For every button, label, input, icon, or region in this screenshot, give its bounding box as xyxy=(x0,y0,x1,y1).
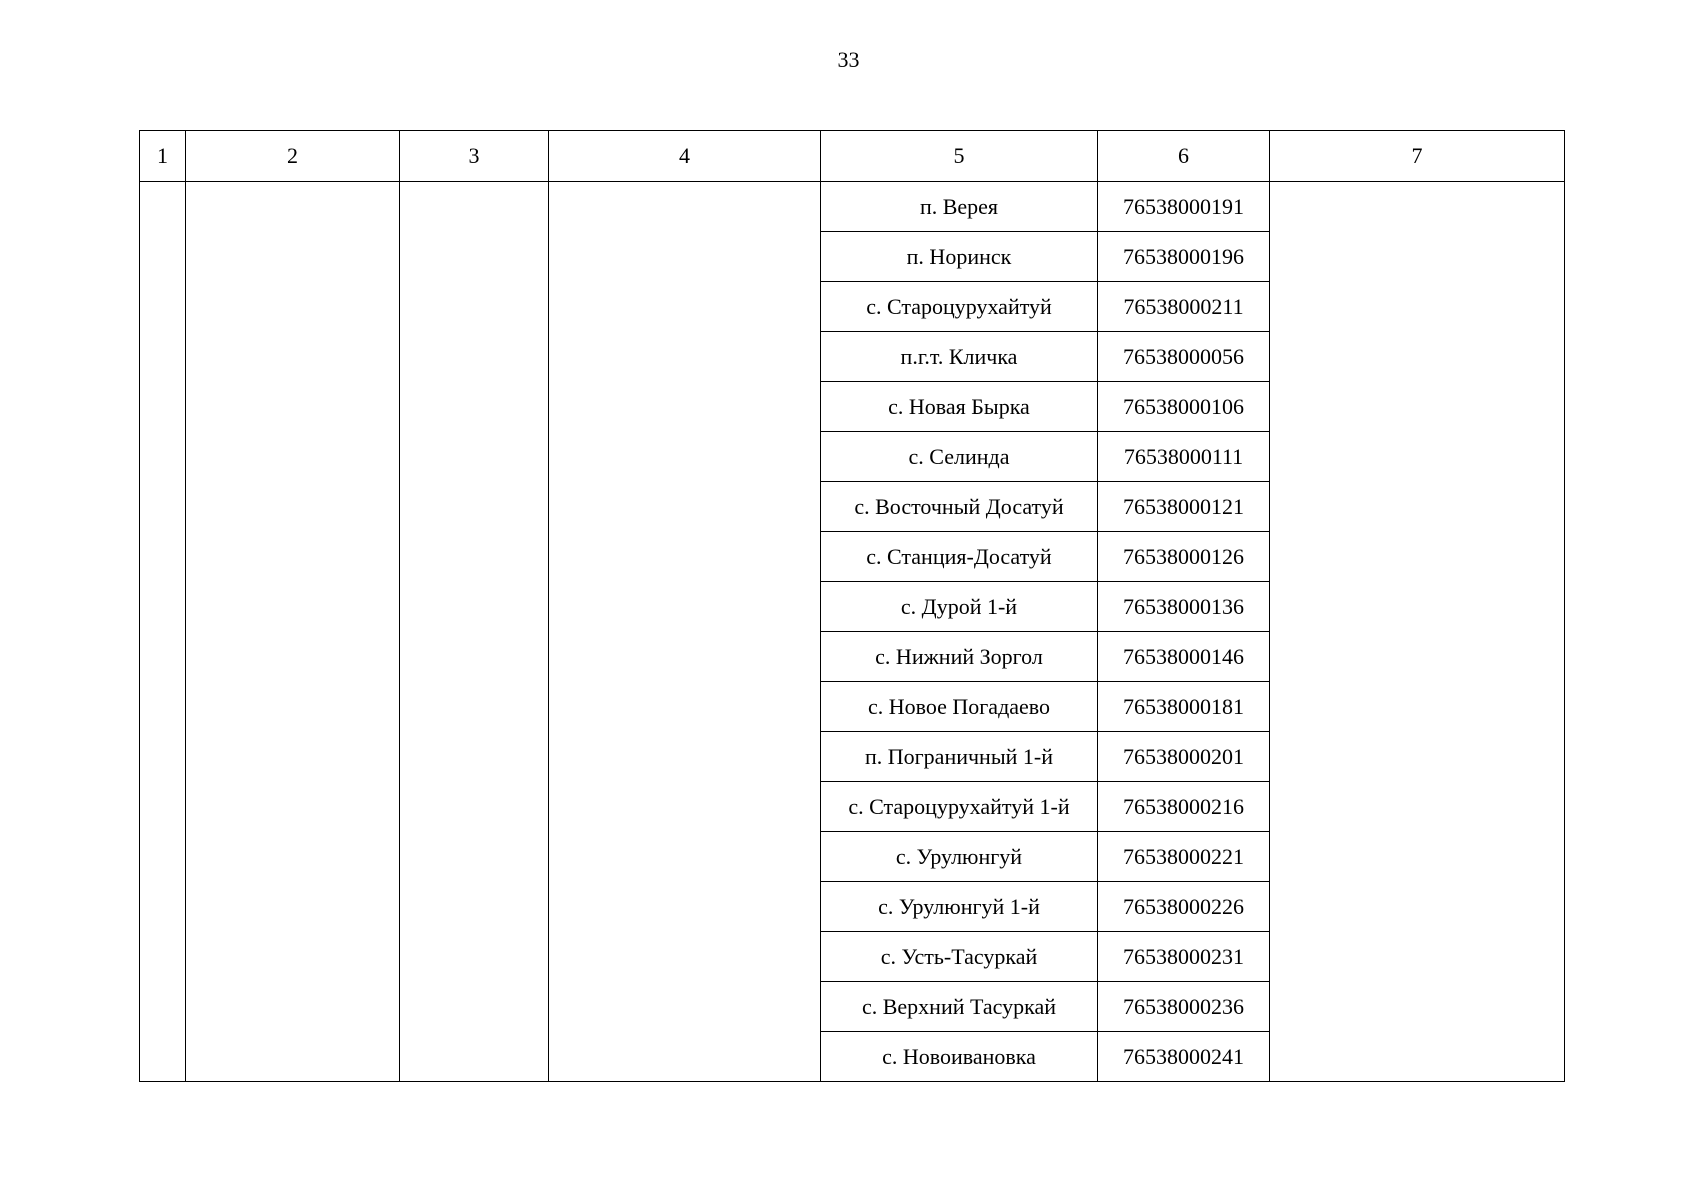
locality-cell: с. Староцурухайтуй xyxy=(821,282,1098,332)
locality-cell: п.г.т. Кличка xyxy=(821,332,1098,382)
col-7-cell xyxy=(1270,182,1565,1082)
locality-cell: с. Дурой 1-й xyxy=(821,582,1098,632)
code-cell: 76538000196 xyxy=(1098,232,1270,282)
locality-cell: с. Восточный Досатуй xyxy=(821,482,1098,532)
code-cell: 76538000231 xyxy=(1098,932,1270,982)
locality-cell: п. Пограничный 1-й xyxy=(821,732,1098,782)
code-cell: 76538000201 xyxy=(1098,732,1270,782)
column-header-1: 1 xyxy=(140,131,186,182)
col-1-cell xyxy=(140,182,186,1082)
code-cell: 76538000126 xyxy=(1098,532,1270,582)
code-cell: 76538000241 xyxy=(1098,1032,1270,1082)
code-cell: 76538000136 xyxy=(1098,582,1270,632)
code-cell: 76538000111 xyxy=(1098,432,1270,482)
locality-cell: п. Верея xyxy=(821,182,1098,232)
locality-cell: с. Новое Погадаево xyxy=(821,682,1098,732)
column-header-5: 5 xyxy=(821,131,1098,182)
locality-cell: с. Нижний Зоргол xyxy=(821,632,1098,682)
code-cell: 76538000226 xyxy=(1098,882,1270,932)
code-cell: 76538000056 xyxy=(1098,332,1270,382)
locality-cell: п. Норинск xyxy=(821,232,1098,282)
locality-cell: с. Староцурухайтуй 1-й xyxy=(821,782,1098,832)
locality-cell: с. Верхний Тасуркай xyxy=(821,982,1098,1032)
column-number-row xyxy=(140,131,1565,182)
code-cell: 76538000236 xyxy=(1098,982,1270,1032)
locality-cell: с. Новоивановка xyxy=(821,1032,1098,1082)
locality-cell: с. Усть-Тасуркай xyxy=(821,932,1098,982)
table-row xyxy=(140,182,1565,232)
locality-cell: с. Урулюнгуй 1-й xyxy=(821,882,1098,932)
settlements-table xyxy=(139,130,1565,1082)
code-cell: 76538000221 xyxy=(1098,832,1270,882)
col-4-cell xyxy=(549,182,821,1082)
locality-cell: с. Селинда xyxy=(821,432,1098,482)
column-header-2: 2 xyxy=(186,131,400,182)
code-cell: 76538000191 xyxy=(1098,182,1270,232)
code-cell: 76538000106 xyxy=(1098,382,1270,432)
table-body xyxy=(140,182,1565,1082)
code-cell: 76538000181 xyxy=(1098,682,1270,732)
locality-cell: с. Новая Бырка xyxy=(821,382,1098,432)
locality-cell: с. Станция-Досатуй xyxy=(821,532,1098,582)
page-number: 33 xyxy=(837,47,860,72)
code-cell: 76538000211 xyxy=(1098,282,1270,332)
column-header-4: 4 xyxy=(549,131,821,182)
column-header-6: 6 xyxy=(1098,131,1270,182)
code-cell: 76538000121 xyxy=(1098,482,1270,532)
col-2-cell xyxy=(186,182,400,1082)
code-cell: 76538000216 xyxy=(1098,782,1270,832)
locality-cell: с. Урулюнгуй xyxy=(821,832,1098,882)
col-3-cell xyxy=(400,182,549,1082)
column-header-7: 7 xyxy=(1270,131,1565,182)
code-cell: 76538000146 xyxy=(1098,632,1270,682)
column-header-3: 3 xyxy=(400,131,549,182)
